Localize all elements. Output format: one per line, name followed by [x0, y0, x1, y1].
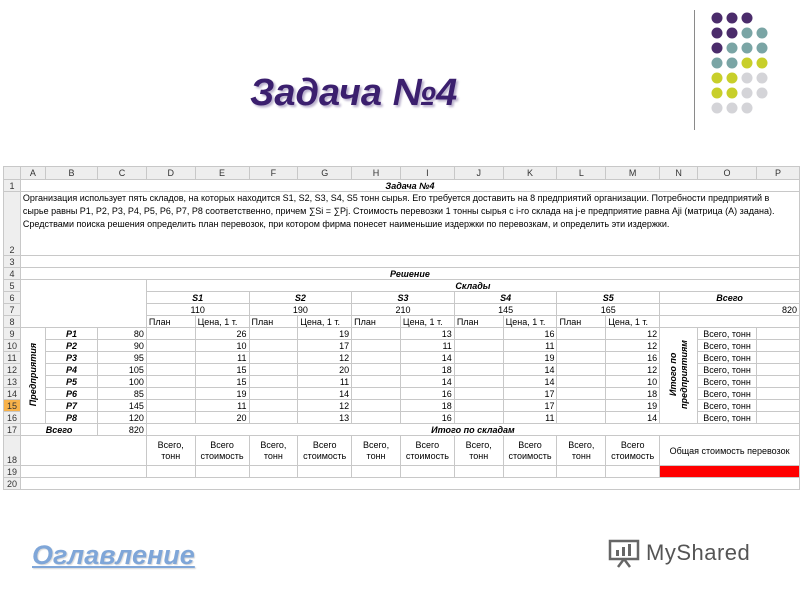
price-cell[interactable]: 16 [606, 352, 660, 364]
plan-cell[interactable] [352, 388, 401, 400]
decorative-dot [727, 103, 738, 114]
plan-cell[interactable] [352, 352, 401, 364]
plan-cell[interactable] [454, 352, 503, 364]
price-cell[interactable]: 16 [503, 328, 557, 340]
enterprise-demand-cell[interactable]: 145 [98, 400, 147, 412]
decorative-dot [712, 58, 723, 69]
row-header[interactable]: 19 [4, 466, 21, 478]
decorative-dot [757, 73, 768, 84]
price-cell[interactable]: 20 [195, 412, 249, 424]
overall-cost-value-cell[interactable] [660, 466, 800, 478]
plan-cell[interactable] [352, 328, 401, 340]
decorative-dot [727, 28, 738, 39]
total-tons-label-cell[interactable]: Всего, тонн [698, 400, 757, 412]
warehouse-total-cost-label[interactable]: Всего стоимость [195, 436, 249, 466]
price-cell[interactable]: 11 [503, 340, 557, 352]
plan-cell[interactable] [557, 352, 606, 364]
row-header[interactable]: 12 [4, 364, 21, 376]
row-header[interactable]: 8 [4, 316, 21, 328]
column-header[interactable]: J [454, 167, 503, 180]
warehouse-amount-cell[interactable]: 190 [249, 304, 352, 316]
price-cell[interactable]: 11 [195, 400, 249, 412]
warehouse-amount-cell[interactable]: 110 [146, 304, 249, 316]
row-header[interactable]: 11 [4, 352, 21, 364]
enterprises-label-cell[interactable] [20, 328, 45, 424]
plan-cell[interactable] [352, 364, 401, 376]
decorative-dot [757, 43, 768, 54]
enterprise-demand-cell[interactable]: 85 [98, 388, 147, 400]
row-header[interactable]: 18 [4, 436, 21, 466]
row-header[interactable]: 2 [4, 192, 21, 256]
total-tons-value-cell[interactable] [757, 364, 800, 376]
price-cell[interactable]: 12 [606, 340, 660, 352]
decorative-dot [712, 13, 723, 24]
decorative-dot [742, 103, 753, 114]
price-cell[interactable]: 14 [503, 376, 557, 388]
total-header-cell[interactable]: Всего [660, 292, 800, 304]
price-cell[interactable]: 18 [400, 400, 454, 412]
plan-cell[interactable] [454, 328, 503, 340]
overall-cost-label-cell[interactable]: Общая стоимость перевозок [660, 436, 800, 466]
empty-cell[interactable] [20, 256, 799, 268]
enterprise-demand-cell[interactable]: 100 [98, 376, 147, 388]
total-tons-value-cell[interactable] [757, 388, 800, 400]
warehouse-total-value-cell[interactable] [298, 466, 352, 478]
decorative-dot [742, 88, 753, 99]
price-cell[interactable]: 18 [606, 388, 660, 400]
total-tons-label-cell[interactable]: Всего, тонн [698, 340, 757, 352]
decorative-dot [757, 88, 768, 99]
plan-cell[interactable] [557, 328, 606, 340]
plan-cell[interactable] [249, 400, 298, 412]
plan-cell[interactable] [146, 364, 195, 376]
plan-cell[interactable] [249, 388, 298, 400]
enterprise-name-cell[interactable]: P5 [45, 376, 97, 388]
toc-link[interactable]: Оглавление [32, 540, 195, 570]
plan-cell[interactable] [557, 364, 606, 376]
description-cell[interactable]: Организация использует пять складов, на которых находится S1, S2, S3, S4, S5 тонн сырья. Его требуется доставить на 8 предприятий организации. Потребности предприятий в сырье равны P1, P2, P3, P4, P5, P6, P7, P8 соответственно, причем ∑Si = ∑Pj. Стоимость перевозки 1 тонны сырья с i-го склада на j-е предприятие равна Aji (матрица (A) задана). Средствами поиска решения определить план перевозок, при котором фирма понесет наименьшие издержки по перевозкам, и определить эти издержки. [20, 192, 799, 256]
empty-cell[interactable] [20, 436, 146, 466]
decorative-dot [712, 73, 723, 84]
plan-cell[interactable] [249, 364, 298, 376]
decorative-dot [757, 28, 768, 39]
decorative-dot [742, 28, 753, 39]
plan-cell[interactable] [249, 376, 298, 388]
decorative-dot [757, 58, 768, 69]
warehouse-total-value-cell[interactable] [606, 466, 660, 478]
warehouse-name-cell[interactable]: S2 [249, 292, 352, 304]
decorative-dot [727, 58, 738, 69]
warehouse-amount-cell[interactable]: 165 [557, 304, 660, 316]
plan-cell[interactable] [146, 376, 195, 388]
enterprise-demand-cell[interactable]: 80 [98, 328, 147, 340]
plan-cell[interactable] [557, 340, 606, 352]
price-label-cell[interactable]: Цена, 1 т. [503, 316, 557, 328]
warehouses-label-cell[interactable]: Склады [146, 280, 799, 292]
plan-cell[interactable] [352, 412, 401, 424]
price-cell[interactable]: 26 [195, 328, 249, 340]
price-label-cell[interactable]: Цена, 1 т. [606, 316, 660, 328]
enterprise-name-cell[interactable]: P6 [45, 388, 97, 400]
row-header[interactable]: 9 [4, 328, 21, 340]
warehouse-amount-cell[interactable]: 210 [352, 304, 455, 316]
empty-cell[interactable] [20, 466, 146, 478]
plan-cell[interactable] [146, 340, 195, 352]
plan-cell[interactable] [454, 400, 503, 412]
row-header[interactable]: 16 [4, 412, 21, 424]
plan-cell[interactable] [249, 352, 298, 364]
price-cell[interactable]: 15 [195, 376, 249, 388]
price-cell[interactable]: 19 [195, 388, 249, 400]
plan-cell[interactable] [146, 328, 195, 340]
row-header[interactable]: 3 [4, 256, 21, 268]
presentation-icon [608, 538, 642, 568]
decorative-dot [727, 13, 738, 24]
price-cell[interactable]: 16 [400, 412, 454, 424]
row-header[interactable]: 10 [4, 340, 21, 352]
price-cell[interactable]: 12 [606, 328, 660, 340]
price-cell[interactable]: 19 [503, 352, 557, 364]
plan-cell[interactable] [557, 412, 606, 424]
empty-cell[interactable] [660, 316, 800, 328]
row-header[interactable]: 6 [4, 292, 21, 304]
warehouse-total-cost-label[interactable]: Всего стоимость [400, 436, 454, 466]
column-headers [4, 167, 800, 180]
plan-cell[interactable] [146, 412, 195, 424]
task-title-cell[interactable]: Задача №4 [20, 180, 799, 192]
price-cell[interactable]: 14 [606, 412, 660, 424]
enterprise-name-cell[interactable]: P8 [45, 412, 97, 424]
warehouse-total-value-cell[interactable] [195, 466, 249, 478]
total-tons-label-cell[interactable]: Всего, тонн [698, 388, 757, 400]
plan-label-cell[interactable]: План [454, 316, 503, 328]
enterprise-name-cell[interactable]: P4 [45, 364, 97, 376]
plan-label-cell[interactable]: План [557, 316, 606, 328]
decorative-dot [727, 88, 738, 99]
warehouse-name-cell[interactable]: S5 [557, 292, 660, 304]
row-header[interactable]: 7 [4, 304, 21, 316]
price-cell[interactable]: 13 [298, 412, 352, 424]
enterprise-demand-cell[interactable]: 120 [98, 412, 147, 424]
total-tons-value-cell[interactable] [757, 340, 800, 352]
plan-cell[interactable] [249, 412, 298, 424]
plan-cell[interactable] [454, 364, 503, 376]
decorative-dot [727, 73, 738, 84]
warehouse-total-value-cell[interactable] [146, 466, 195, 478]
row-header[interactable]: 14 [4, 388, 21, 400]
price-cell[interactable]: 20 [298, 364, 352, 376]
enterprise-demand-cell[interactable]: 90 [98, 340, 147, 352]
total-tons-label-cell[interactable]: Всего, тонн [698, 364, 757, 376]
row-header[interactable]: 13 [4, 376, 21, 388]
warehouse-total-cost-label[interactable]: Всего стоимость [606, 436, 660, 466]
plan-cell[interactable] [352, 340, 401, 352]
column-header[interactable]: P [757, 167, 800, 180]
warehouse-totals-label-cell[interactable]: Итого по складам [146, 424, 799, 436]
warehouse-total-value-cell[interactable] [557, 466, 606, 478]
decorative-dot [727, 43, 738, 54]
decorative-dot [742, 58, 753, 69]
warehouse-name-cell[interactable]: S1 [146, 292, 249, 304]
warehouse-total-cost-label[interactable]: Всего стоимость [503, 436, 557, 466]
price-cell[interactable]: 12 [606, 364, 660, 376]
column-header[interactable]: C [98, 167, 147, 180]
price-cell[interactable]: 19 [298, 328, 352, 340]
enterprise-totals-label-cell[interactable] [660, 328, 698, 424]
warehouse-total-tons-label[interactable]: Всего, тонн [249, 436, 298, 466]
warehouse-total-value-cell[interactable] [249, 466, 298, 478]
plan-cell[interactable] [454, 388, 503, 400]
plan-label-cell[interactable]: План [249, 316, 298, 328]
price-cell[interactable]: 10 [195, 340, 249, 352]
column-header[interactable]: B [45, 167, 97, 180]
plan-cell[interactable] [249, 340, 298, 352]
total-tons-value-cell[interactable] [757, 352, 800, 364]
warehouse-total-value-cell[interactable] [400, 466, 454, 478]
warehouse-total-value-cell[interactable] [352, 466, 401, 478]
enterprise-name-cell[interactable]: P3 [45, 352, 97, 364]
total-tons-value-cell[interactable] [757, 412, 800, 424]
price-cell[interactable]: 19 [606, 400, 660, 412]
enterprise-name-cell[interactable]: P2 [45, 340, 97, 352]
total-tons-label-cell[interactable]: Всего, тонн [698, 328, 757, 340]
plan-cell[interactable] [146, 388, 195, 400]
plan-label-cell[interactable]: План [146, 316, 195, 328]
enterprises-label: Предприятия [27, 342, 38, 407]
warehouse-total-value-cell[interactable] [503, 466, 557, 478]
price-cell[interactable]: 12 [298, 400, 352, 412]
decorative-dot [742, 73, 753, 84]
spreadsheet [3, 166, 800, 490]
warehouse-total-tons-label[interactable]: Всего, тонн [454, 436, 503, 466]
plan-cell[interactable] [146, 400, 195, 412]
column-header[interactable]: K [503, 167, 557, 180]
total-amount-cell[interactable]: 820 [660, 304, 800, 316]
plan-cell[interactable] [146, 352, 195, 364]
column-header[interactable]: L [557, 167, 606, 180]
myshared-logo [608, 538, 750, 568]
logo-text: MyShared [646, 540, 751, 565]
price-cell[interactable]: 14 [400, 352, 454, 364]
column-header[interactable]: G [298, 167, 352, 180]
plan-cell[interactable] [454, 376, 503, 388]
plan-cell[interactable] [557, 388, 606, 400]
row-header[interactable]: 5 [4, 280, 21, 292]
warehouse-amount-cell[interactable]: 145 [454, 304, 557, 316]
total-label-cell[interactable]: Всего [20, 424, 97, 436]
enterprise-demand-cell[interactable]: 95 [98, 352, 147, 364]
price-cell[interactable]: 15 [195, 364, 249, 376]
price-cell[interactable]: 11 [195, 352, 249, 364]
enterprise-totals-label: Итого по предприятиям [667, 340, 689, 409]
column-header[interactable]: A [20, 167, 45, 180]
price-cell[interactable]: 11 [503, 412, 557, 424]
price-cell[interactable]: 17 [298, 340, 352, 352]
warehouse-total-cost-label[interactable]: Всего стоимость [298, 436, 352, 466]
slide-title: Задача №4 [250, 72, 458, 114]
column-header[interactable]: N [660, 167, 698, 180]
enterprise-name-cell[interactable]: P7 [45, 400, 97, 412]
decorative-dot [742, 43, 753, 54]
plan-cell[interactable] [557, 400, 606, 412]
decorative-dot [712, 43, 723, 54]
price-cell[interactable]: 10 [606, 376, 660, 388]
total-tons-label-cell[interactable]: Всего, тонн [698, 376, 757, 388]
column-header[interactable]: F [249, 167, 298, 180]
decorative-dot [742, 13, 753, 24]
empty-cell[interactable] [20, 478, 799, 490]
price-cell[interactable]: 18 [400, 364, 454, 376]
enterprise-name-cell[interactable]: P1 [45, 328, 97, 340]
select-all-corner[interactable] [4, 167, 21, 180]
price-cell[interactable]: 11 [400, 340, 454, 352]
row-header[interactable]: 17 [4, 424, 21, 436]
warehouse-total-value-cell[interactable] [454, 466, 503, 478]
total-tons-value-cell[interactable] [757, 400, 800, 412]
decorative-dot [712, 103, 723, 114]
price-label-cell[interactable]: Цена, 1 т. [298, 316, 352, 328]
price-cell[interactable]: 14 [400, 376, 454, 388]
column-header[interactable]: O [698, 167, 757, 180]
total-tons-value-cell[interactable] [757, 376, 800, 388]
plan-cell[interactable] [454, 412, 503, 424]
row-header[interactable]: 4 [4, 268, 21, 280]
enterprise-demand-cell[interactable]: 105 [98, 364, 147, 376]
column-header[interactable]: D [146, 167, 195, 180]
price-cell[interactable]: 13 [400, 328, 454, 340]
plan-cell[interactable] [352, 400, 401, 412]
plan-label-cell[interactable]: План [352, 316, 401, 328]
empty-block-cell[interactable] [20, 280, 146, 328]
column-header[interactable]: H [352, 167, 401, 180]
row-header[interactable]: 20 [4, 478, 21, 490]
total-tons-label-cell[interactable]: Всего, тонн [698, 352, 757, 364]
warehouse-name-cell[interactable]: S3 [352, 292, 455, 304]
price-cell[interactable]: 14 [298, 388, 352, 400]
total-value-cell[interactable]: 820 [98, 424, 147, 436]
warehouse-name-cell[interactable]: S4 [454, 292, 557, 304]
decorative-dot [712, 28, 723, 39]
row-header[interactable]: 1 [4, 180, 21, 192]
price-cell[interactable]: 16 [400, 388, 454, 400]
column-header[interactable]: E [195, 167, 249, 180]
warehouse-total-tons-label[interactable]: Всего, тонн [352, 436, 401, 466]
price-cell[interactable]: 17 [503, 400, 557, 412]
plan-cell[interactable] [352, 376, 401, 388]
decorative-dot [712, 88, 723, 99]
price-label-cell[interactable]: Цена, 1 т. [400, 316, 454, 328]
price-cell[interactable]: 14 [503, 364, 557, 376]
solution-label-cell[interactable]: Решение [20, 268, 799, 280]
plan-cell[interactable] [249, 328, 298, 340]
price-cell[interactable]: 17 [503, 388, 557, 400]
row-header[interactable]: 15 [4, 400, 21, 412]
plan-cell[interactable] [557, 376, 606, 388]
price-label-cell[interactable]: Цена, 1 т. [195, 316, 249, 328]
warehouse-total-tons-label[interactable]: Всего, тонн [557, 436, 606, 466]
total-tons-label-cell[interactable]: Всего, тонн [698, 412, 757, 424]
price-cell[interactable]: 11 [298, 376, 352, 388]
decorative-dots [0, 0, 800, 140]
column-header[interactable]: M [606, 167, 660, 180]
warehouse-total-tons-label[interactable]: Всего, тонн [146, 436, 195, 466]
total-tons-value-cell[interactable] [757, 328, 800, 340]
column-header[interactable]: I [400, 167, 454, 180]
plan-cell[interactable] [454, 340, 503, 352]
price-cell[interactable]: 12 [298, 352, 352, 364]
